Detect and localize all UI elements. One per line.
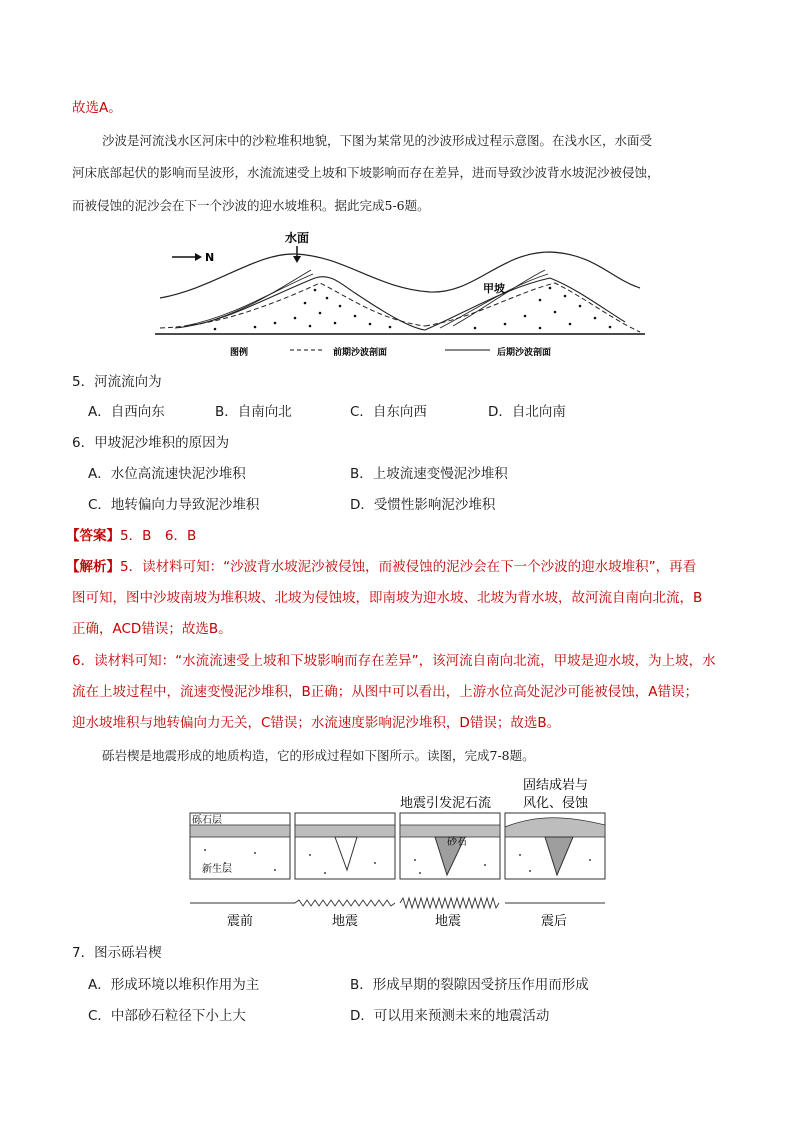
gravel-wedge-figure (185, 775, 610, 935)
north-label: N (205, 251, 215, 264)
q6-option-d: D．受惯性影响泥沙堆积 (350, 497, 496, 513)
passage1-line-2: 河床底部起伏的影响而呈波形，水流流速受上坡和下坡影响而存在差异，进而导致沙波背水坡泥沙被侵蚀， (72, 165, 660, 180)
consolidation-label-1: 固结成岩与 (523, 778, 589, 793)
q5-option-a: A．自西向东 (88, 404, 165, 420)
legend-late-profile: 后期沙波剖面 (497, 348, 552, 358)
quake1-label: 地震 (332, 914, 359, 929)
sand-wave-figure (155, 228, 645, 363)
legend-early-profile: 前期沙波剖面 (333, 348, 388, 358)
analysis-line-5: 流在上坡过程中，流速变慢泥沙堆积，B正确；从图中可以看出，上游水位高处泥沙可能被侵蚀，A错误； (72, 684, 698, 700)
analysis-line-6: 迎水坡堆积与地转偏向力无关，C错误；水流速度影响泥沙堆积，D错误；故选B。 (72, 715, 561, 731)
previous-answer: 故选A。 (72, 100, 122, 116)
before-label: 震前 (227, 914, 254, 929)
analysis-line-3: 正确，ACD错误；故选B。 (72, 621, 232, 637)
legend-label: 图例 (230, 348, 249, 358)
q7-option-b: B．形成早期的裂隙因受挤压作用而形成 (350, 977, 589, 993)
q5-option-b: B．自南向北 (215, 404, 292, 420)
answer-label: 【答案】 (66, 528, 120, 544)
debris-flow-label: 地震引发泥石流 (400, 796, 492, 811)
q5-option-c: C．自东向西 (350, 404, 427, 420)
q7-stem: 7．图示砾岩楔 (72, 945, 162, 961)
q7-option-d: D．可以用来预测未来的地震活动 (350, 1008, 550, 1024)
q6-stem: 6．甲坡泥沙堆积的原因为 (72, 435, 230, 451)
q7-option-c: C．中部砂石粒径下小上大 (88, 1008, 246, 1024)
consolidation-label-2: 风化、侵蚀 (523, 796, 589, 811)
analysis-line-4: 6．读材料可知：“水流流速受上坡和下坡影响而存在差异”，该河流自南向北流，甲坡是迎水坡，为上坡，水 (72, 653, 716, 669)
q7-option-a: A．形成环境以堆积作用为主 (88, 977, 260, 993)
answer-block (66, 526, 196, 546)
q5-stem: 5．河流流向为 (72, 374, 162, 390)
slope-jia-label: 甲坡 (483, 282, 505, 295)
analysis-line-1: 【解析】5．读材料可知：“沙波背水坡泥沙被侵蚀，而被侵蚀的泥沙会在下一个沙波的迎水坡堆积”，再看 (66, 559, 697, 575)
passage1-line-1: 沙波是河流浅水区河床中的沙粒堆积地貌，下图为某常见的沙波形成过程示意图。在浅水区，水面受 (102, 133, 653, 148)
q6-option-c: C．地转偏向力导致泥沙堆积 (88, 497, 260, 513)
q6-option-b: B．上坡流速变慢泥沙堆积 (350, 466, 508, 482)
gravel-layer-label: 砾石层 (192, 815, 222, 826)
quake2-label: 地震 (435, 914, 462, 929)
analysis-label: 【解析】 (66, 559, 120, 575)
passage2: 砾岩楔是地震形成的地质构造，它的形成过程如下图所示。读图，完成7-8题。 (102, 748, 535, 763)
q5-option-d: D．自北向南 (488, 404, 566, 420)
passage1-line-3: 而被侵蚀的泥沙会在下一个沙波的迎水坡堆积。据此完成5-6题。 (72, 198, 430, 213)
analysis-line-2: 图可知，图中沙坡南坡为堆积坡、北坡为侵蚀坡，即南坡为迎水坡、北坡为背水坡，故河流自南向北流，B (72, 590, 703, 606)
gravel-label: 砂石 (447, 837, 467, 848)
q6-option-a: A．水位高流速快泥沙堆积 (88, 466, 246, 482)
new-layer-label: 新生层 (202, 864, 232, 875)
after-label: 震后 (541, 914, 568, 929)
water-surface-label: 水面 (285, 231, 310, 245)
answer-text: 5．B 6．B (120, 528, 197, 544)
